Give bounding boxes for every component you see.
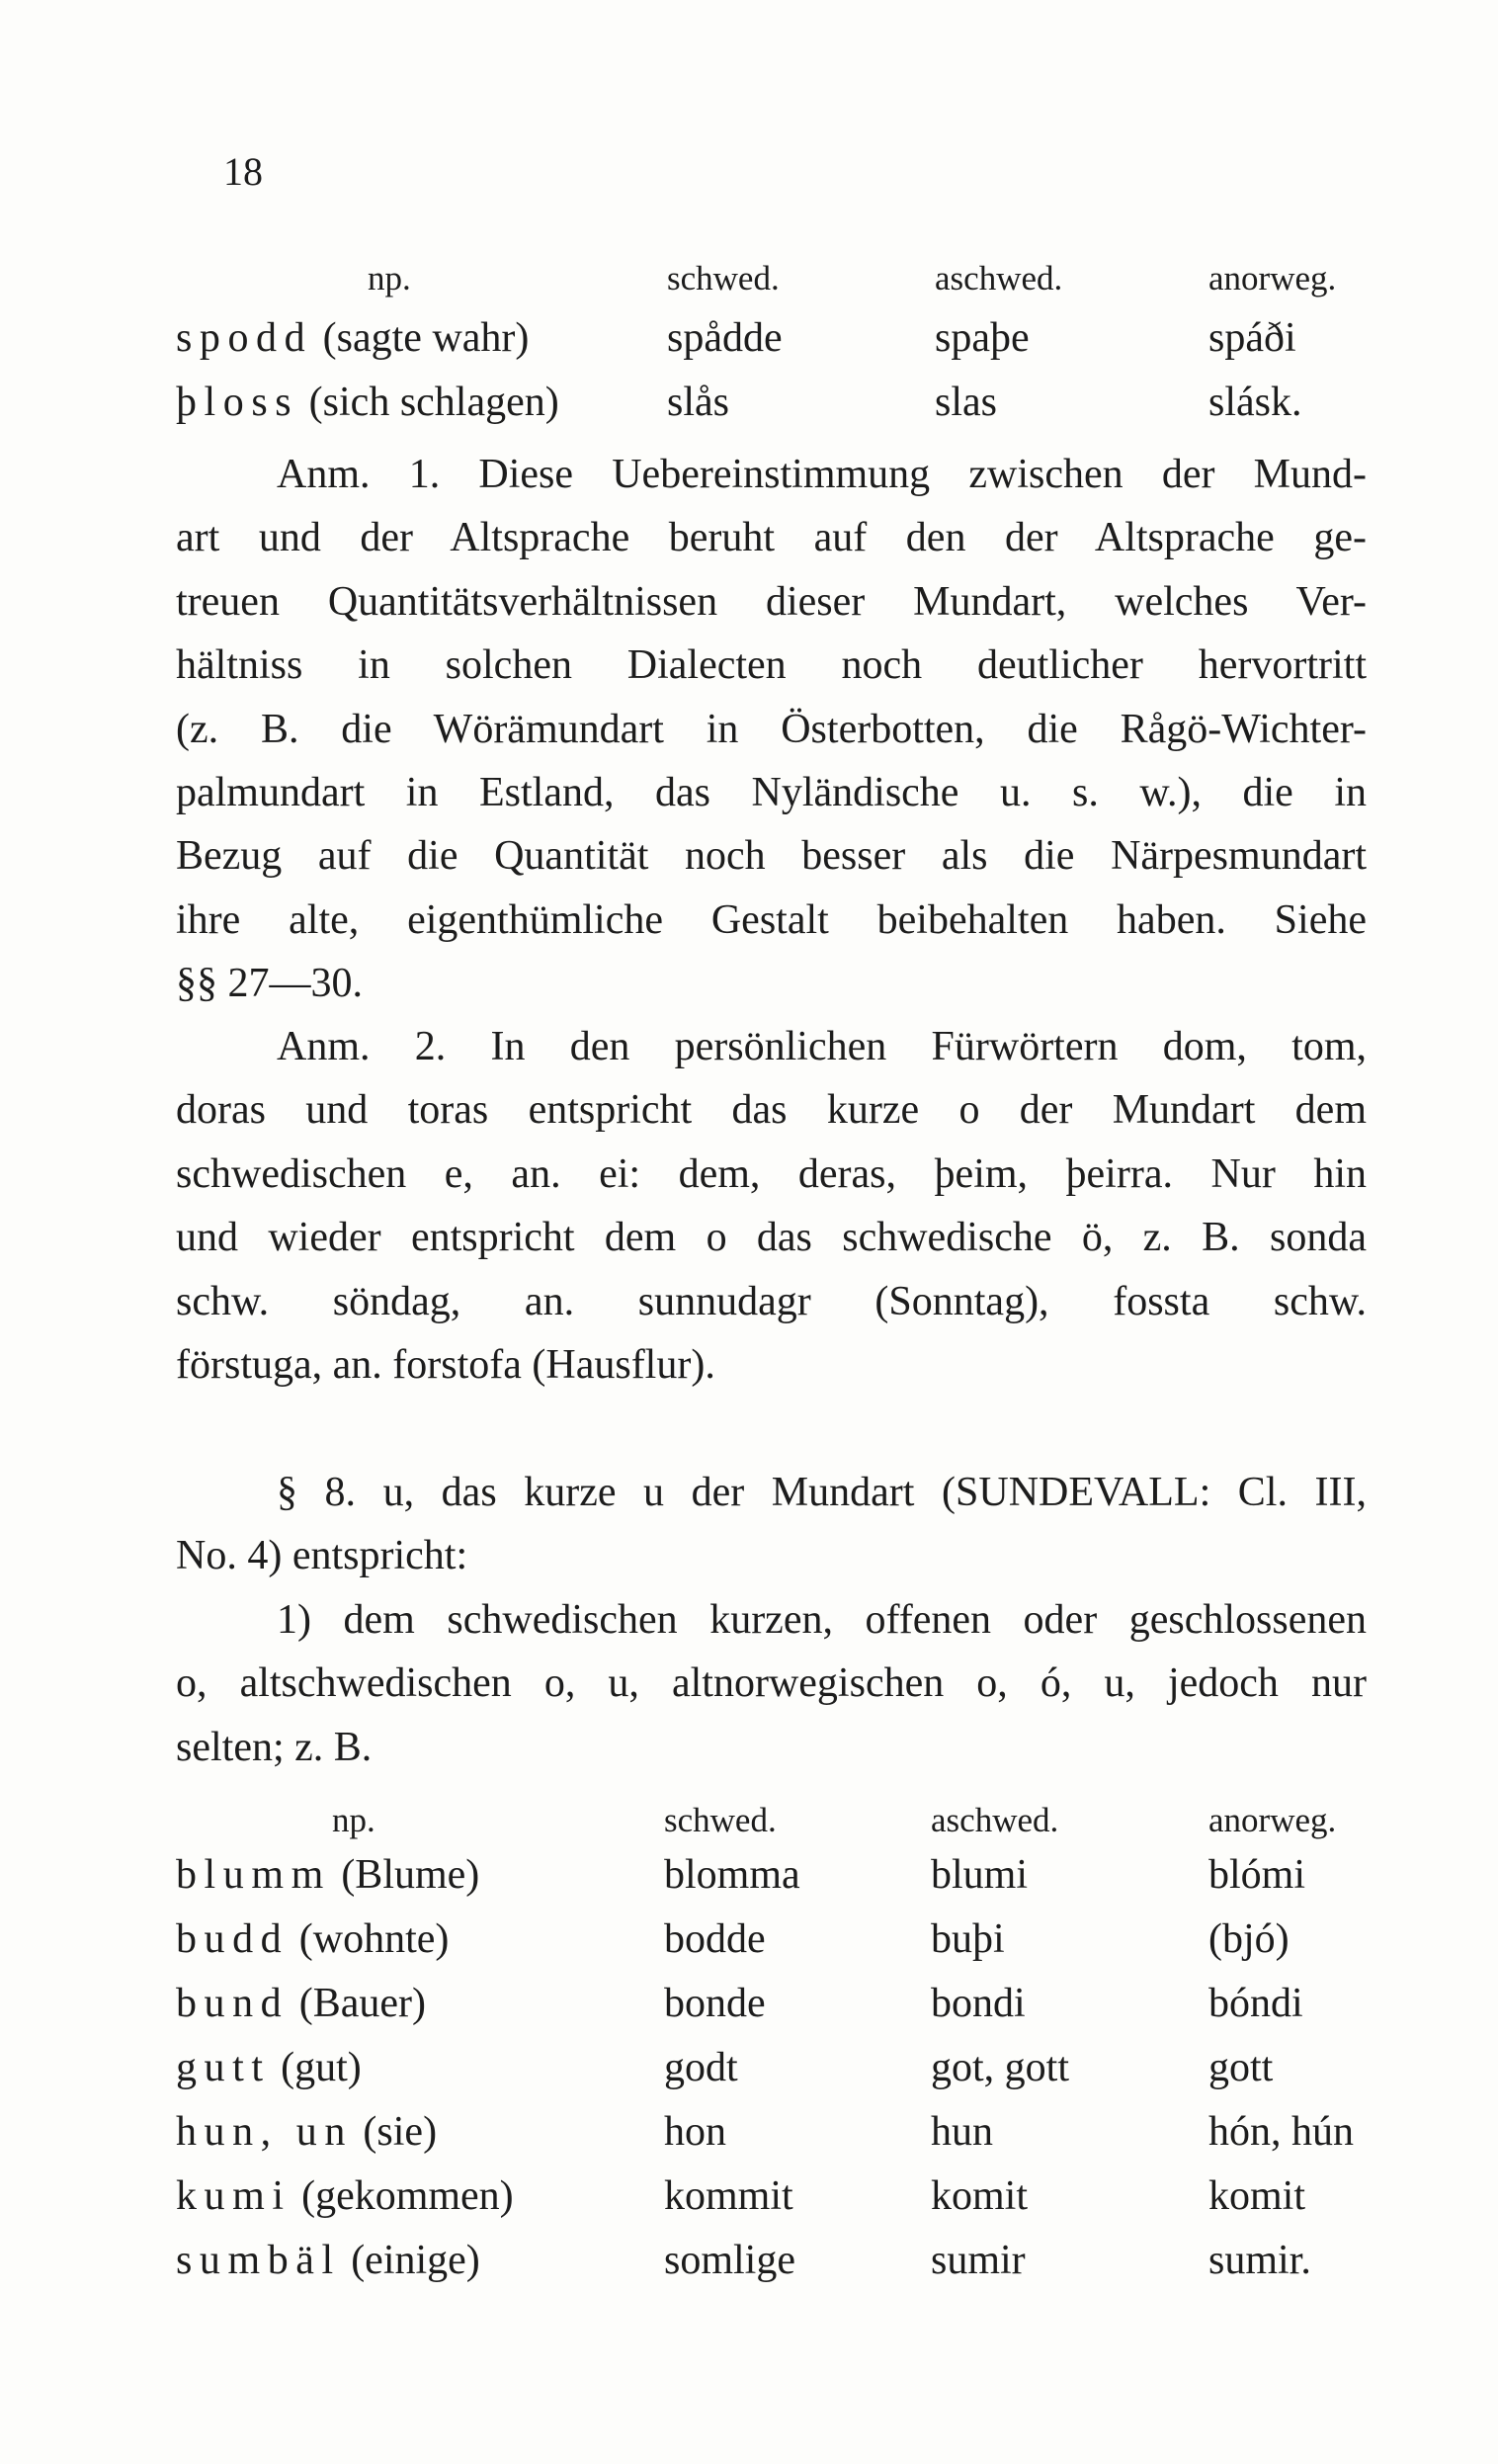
- table1-np-cell: [176, 314, 529, 362]
- table2-np-cell: [176, 2108, 437, 2156]
- np-word: kumi: [176, 2173, 291, 2219]
- table2-header-schwed: schwed.: [664, 1801, 777, 1839]
- table1-header-anorweg: anorweg.: [1208, 259, 1337, 297]
- text-line: o, altschwedischen o, u, altnorwegischen o, ó, u, jedoch nur: [176, 1660, 1367, 1707]
- np-word: hun, un: [176, 2109, 353, 2155]
- text-line: §§ 27—30.: [176, 961, 363, 1007]
- schwed-cell: somlige: [664, 2238, 795, 2283]
- schwed-cell: hon: [664, 2109, 726, 2155]
- anm1-paragraph: [176, 443, 1367, 1016]
- np-word: blumm: [176, 1852, 331, 1898]
- anorweg-cell: komit: [1208, 2173, 1306, 2219]
- text-line: schwedischen e, an. ei: dem, deras, þeim, þeirra. Nur hin: [176, 1150, 1367, 1197]
- np-word: sumbäl: [176, 2238, 341, 2283]
- np-gloss: (sagte wahr): [312, 315, 530, 361]
- table2-row: [0, 2237, 1498, 2296]
- table2-row: [0, 1980, 1498, 2039]
- aschwed-cell: hun: [931, 2109, 993, 2155]
- table2-np-cell: [176, 1851, 479, 1899]
- table2-np-cell: [176, 1980, 426, 2027]
- text-line: Bezug auf die Quantität noch besser als die Närpesmundart: [176, 833, 1367, 880]
- schwed-cell: bodde: [664, 1916, 766, 1962]
- np-word: budd: [176, 1916, 290, 1962]
- np-word: þloss: [176, 380, 299, 425]
- table1-row: [0, 379, 1498, 438]
- text-line: 1) dem schwedischen kurzen, offenen oder geschlossenen: [277, 1596, 1367, 1643]
- np-word: bund: [176, 1981, 290, 2026]
- text-line: treuen Quantitätsverhältnissen dieser Mundart, welches Ver-: [176, 578, 1367, 625]
- text-line: doras und toras entspricht das kurze o der Mundart dem: [176, 1087, 1367, 1134]
- table1-np-cell: [176, 379, 559, 426]
- table2-row: [0, 1851, 1498, 1911]
- anorweg-cell: blómi: [1208, 1852, 1306, 1898]
- aschwed-cell: blumi: [931, 1852, 1029, 1898]
- schwed-cell: kommit: [664, 2173, 793, 2219]
- aschwed-cell: slas: [935, 380, 997, 425]
- table1-row: [0, 314, 1498, 374]
- anorweg-cell: hón, hún: [1208, 2109, 1354, 2155]
- text-line: § 8. u, das kurze u der Mundart (SUNDEVALL: Cl. III,: [277, 1470, 1367, 1515]
- aschwed-cell: komit: [931, 2173, 1029, 2219]
- aschwed-cell: got, gott: [931, 2045, 1070, 2090]
- table1-header-aschwed: aschwed.: [935, 259, 1063, 297]
- table2-row: [0, 1915, 1498, 1975]
- table2-header-np: np.: [332, 1801, 375, 1839]
- anorweg-cell: slásk.: [1208, 380, 1302, 425]
- np-gloss: (gut): [270, 2045, 362, 2090]
- schwed-cell: godt: [664, 2045, 738, 2090]
- np-gloss: (wohnte): [289, 1916, 450, 1962]
- page-number: 18: [223, 149, 263, 194]
- aschwed-cell: sumir: [931, 2238, 1026, 2283]
- schwed-cell: slås: [667, 380, 729, 425]
- aschwed-cell: buþi: [931, 1916, 1005, 1962]
- text-line: ihre alte, eigenthümliche Gestalt beibehalten haben. Siehe: [176, 896, 1367, 943]
- text-line: hältniss in solchen Dialecten noch deutlicher hervortritt: [176, 642, 1367, 689]
- anorweg-cell: gott: [1208, 2045, 1274, 2090]
- schwed-cell: blomma: [664, 1852, 800, 1898]
- np-gloss: (sie): [352, 2109, 438, 2155]
- table2-np-cell: [176, 2044, 362, 2091]
- table1-header-np: np.: [368, 259, 411, 297]
- table2-np-cell: [176, 2237, 480, 2284]
- anorweg-cell: spáði: [1208, 315, 1296, 361]
- np-word: spodd: [176, 315, 313, 361]
- anorweg-cell: sumir.: [1208, 2238, 1311, 2283]
- text-line: Anm. 2. In den persönlichen Fürwörtern dom, tom,: [277, 1024, 1367, 1069]
- text-line: palmundart in Estland, das Nyländische u. s. w.), die in: [176, 769, 1367, 815]
- np-gloss: (einige): [340, 2238, 480, 2283]
- aschwed-cell: spaþe: [935, 315, 1030, 361]
- table2-header-aschwed: aschwed.: [931, 1801, 1059, 1839]
- text-line: (z. B. die Wörämundart in Österbotten, die Rågö-Wichter-: [176, 706, 1367, 752]
- table2-row: [0, 2108, 1498, 2167]
- np-gloss: (sich schlagen): [298, 380, 559, 425]
- text-line: selten; z. B.: [176, 1724, 373, 1770]
- np-word: gutt: [176, 2045, 271, 2090]
- anorweg-cell: (bjó): [1208, 1916, 1290, 1962]
- table2-np-cell: [176, 2172, 514, 2220]
- aschwed-cell: bondi: [931, 1981, 1026, 2026]
- text-line: No. 4) entspricht:: [176, 1533, 468, 1579]
- text-line: schw. söndag, an. sunnudagr (Sonntag), fossta schw.: [176, 1278, 1367, 1324]
- anm2-paragraph: [176, 1015, 1367, 1397]
- anorweg-cell: bóndi: [1208, 1981, 1303, 2026]
- np-gloss: (Bauer): [289, 1981, 427, 2026]
- schwed-cell: bonde: [664, 1981, 766, 2026]
- np-gloss: (Blume): [330, 1852, 480, 1898]
- text-line: und wieder entspricht dem o das schwedische ö, z. B. sonda: [176, 1215, 1367, 1261]
- text-line: Anm. 1. Diese Uebereinstimmung zwischen der Mund-: [277, 452, 1367, 497]
- schwed-cell: spådde: [667, 315, 783, 361]
- table2-row: [0, 2044, 1498, 2103]
- table2-row: [0, 2172, 1498, 2232]
- table2-header-anorweg: anorweg.: [1208, 1801, 1337, 1839]
- table1-header-schwed: schwed.: [667, 259, 780, 297]
- text-line: förstuga, an. forstofa (Hausflur).: [176, 1341, 715, 1388]
- section8-paragraph: [176, 1461, 1367, 1779]
- np-gloss: (gekommen): [291, 2173, 514, 2219]
- table2-np-cell: [176, 1915, 449, 1963]
- text-line: art und der Altsprache beruht auf den der Altsprache ge-: [176, 515, 1367, 561]
- table1-header: [0, 259, 1498, 318]
